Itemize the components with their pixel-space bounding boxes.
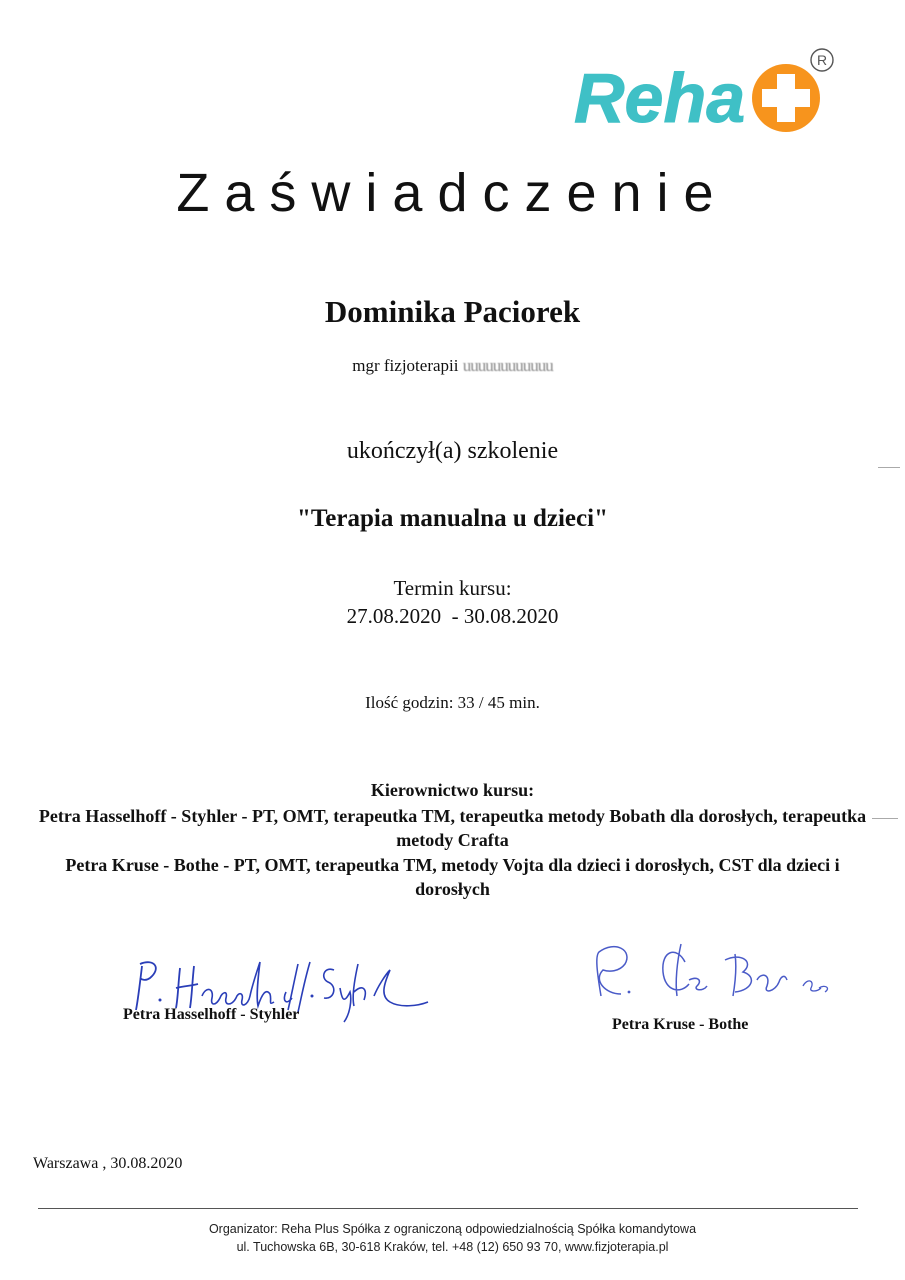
term-dates: 27.08.2020 - 30.08.2020	[346, 604, 559, 628]
recipient-profession	[0, 356, 905, 376]
scan-mark	[872, 818, 898, 819]
footer-organizer: Organizator: Reha Plus Spółka z ograniczoną odpowiedzialnością Spółka komandytowa	[208, 1222, 697, 1236]
obscured-text: uuuuuuuuuuuu	[462, 356, 553, 375]
completion-statement: ukończył(a) szkolenie	[346, 438, 559, 464]
document-title: Zaświadczenie	[176, 163, 729, 223]
reha-plus-logo	[570, 42, 845, 142]
logo-text: Reha	[574, 59, 746, 137]
management-line-2: Petra Kruse - Bothe - PT, OMT, terapeutka TM, metody Vojta dla dzieci i dorosłych, CST dla dzieci i dorosłych	[65, 855, 840, 899]
term-label: Termin kursu:	[393, 576, 512, 600]
management-heading: Kierownictwo kursu:	[370, 780, 535, 800]
scan-mark	[878, 467, 900, 468]
recipient-name: Dominika Paciorek	[324, 294, 581, 329]
course-title: "Terapia manualna u dzieci"	[297, 505, 608, 532]
svg-text:R: R	[816, 52, 828, 68]
place-and-date: Warszawa , 30.08.2020	[33, 1155, 183, 1172]
footer-divider	[38, 1208, 858, 1209]
signature-name-left: Petra Hasselhoff - Styhler	[123, 1006, 300, 1023]
profession-text: mgr fizjoterapii	[352, 356, 459, 375]
signature-kruse-bothe	[585, 932, 840, 1012]
course-hours: Ilość godzin: 33 / 45 min.	[365, 693, 540, 712]
signature-name-right: Petra Kruse - Bothe	[612, 1016, 749, 1033]
management-line-1: Petra Hasselhoff - Styhler - PT, OMT, terapeutka TM, terapeutka metody Bobath dla dorosłych, terapeutka metody Crafta	[38, 806, 867, 850]
footer-address: ul. Tuchowska 6B, 30-618 Kraków, tel. +48 (12) 650 93 70, www.fizjoterapia.pl	[236, 1240, 669, 1254]
